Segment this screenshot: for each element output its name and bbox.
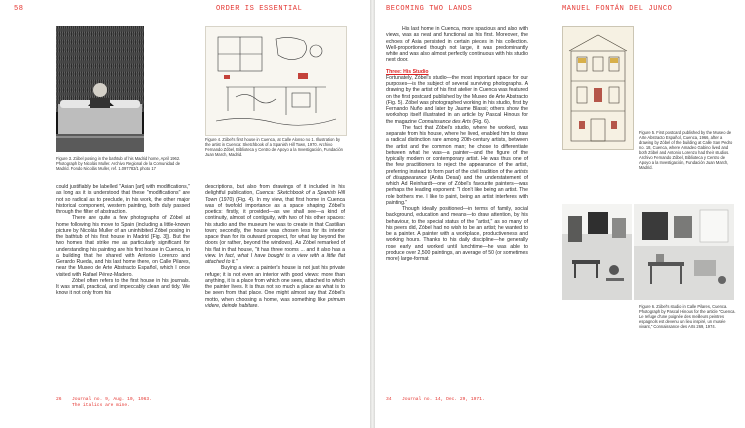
paragraph: His last home in Cuenca, more spacious and also with views, was as neat and functional as his first. Moreover, the echoes of Asia persisted in certain pieces in his collection. Well-proportioned though not large, it was predominantly white and was also almost perfectly continuous with his studio next door. xyxy=(386,26,528,64)
footnote-text: Journal no. 9, Aug. 10, 1963. The italics are mine. xyxy=(72,397,152,408)
figure-3-caption: Figure 3. Zóbel posing in the bathtub of his Madrid home, April 1962. Photograph by Nicolás Muller. Archivo Regional de la Comunidad de Madrid. Fondo Nicolás Muller, ref. 1.097783/1 photo 17 xyxy=(56,156,181,171)
paragraph: Fortunately, Zóbel's studio—the most important space for our purposes—is the subject of several surviving photographs. A drawing by the artist of his first atelier in Cuenca was featured on the first postcard published by the Museo de Arte Abstracto (Fig. 5). Zóbel was photographed working in his studio, first by Fernando Nuño and later by Jaume Blassi; others show the workshop itself illustrated in an article by Pascal Hinous for the magazine Connaissance des Arts (Fig. 6). xyxy=(386,74,528,125)
running-header: BECOMING TWO LANDS xyxy=(386,5,473,13)
figure-5-postcard xyxy=(562,26,634,150)
paragraph: Though ideally positioned—in terms of family, social background, education and means—to draw attention, by his behaviour, to the special status of the "artist," as so many of his peers did, Zóbel had no wish to be an artist; he wanted to be a painter. A painter with a workplace, productiveness and working hours. Thanks to his daily discipline—he generally rose early and worked until lunchtime—he was able to produce over 2,500 paintings, an average of 50 (or sometimes more) large-format xyxy=(386,206,528,262)
footnote-number: 34 xyxy=(386,397,392,402)
author-header: MANUEL FONTÁN DEL JUNCO xyxy=(562,5,673,13)
figure-4-drawing xyxy=(205,26,347,136)
figure-6-caption: Figure 6. Zóbel's studio in Calle Pilares, Cuenca. Photograph by Pascal Hinous for the article "Cuenca. Le refuge d'une poignée des meilleurs peintres espagnols est devenu un lieu inspiré, un musée vivant," Connaissance des Arts 269, 1974. xyxy=(639,304,736,329)
figure-5-caption: Figure 5. First postcard published by the Museo de Arte Abstracto Español, Cuenca, 1966, after a drawing by Zóbel of the building at Calle San Pedro no. 18, Cuenca, where Amadeo Gabino lived and both Zóbel and Antonio Lorenzo had their studios. Archivo Fernando Zóbel, Biblioteca y Centro de Apoyo a la Investigación, Fundación Juan March, Madrid. xyxy=(639,130,733,170)
body-column-1 xyxy=(56,184,190,297)
figure-6-photo-wide xyxy=(634,204,734,300)
figure-6-photo xyxy=(562,204,632,300)
paragraph: There are quite a few photographs of Zóbel at home following his move to Spain (including a little-known picture by Nicolás Muller of an uninhibited Zóbel posing in the bathtub of his first house in Madrid [Fig. 3]). But the two homes that strike me as particularly significant for understanding his painting are his first house in Cuenca, in a building that he shared with Antonio Lorenzo and Gerardo Rueda, and his last home there, on Calle Pilares, near the Museo de Arte Abstracto Español, which I once visited with Rafael Pérez-Madero. xyxy=(56,215,190,278)
body-column-3 xyxy=(386,26,528,262)
right-page xyxy=(375,0,745,428)
left-page xyxy=(0,0,370,428)
paragraph: The fact that Zóbel's studio, where he worked, was separate from his house, where he lived, enabled him to draw a radical distinction rare among 20th-century artists, between the artist and the common man; he chose to differentiate between what he was—a painter—and the figure of the typically modern or contemporary artist. He was thus one of the few practitioners to reject the appearance of the artist, preferring instead to form part of the civil tradition of the artists of disappearance (Anita Desai) and the understatement of which Ad Reinhardt—one of Zóbel's favourite painters—was perhaps the leading exponent: "I don't like being an artist. The role bothers me. I like to paint, being an artist interferes with painting." xyxy=(386,124,528,206)
body-column-2 xyxy=(205,184,345,309)
running-header: ORDER IS ESSENTIAL xyxy=(216,5,303,13)
figure-3-photo xyxy=(56,26,144,152)
page-number: 58 xyxy=(14,5,24,13)
footnote-text: Journal no. 14, Dec. 29, 1971. xyxy=(402,397,485,402)
footnote-number: 26 xyxy=(56,397,62,402)
paragraph: could justifiably be labelled "Asian [art] with modifications," as long as it is understood that these "modifications" are not so radical as to preclude, in his work, the other major historical component, western painting, both duly passed through the filter of abstraction. xyxy=(56,184,190,215)
paragraph: Zóbel often refers to the first house in his journals. It was small, practical, and impeccably clean and tidy. We know it not only from his xyxy=(56,277,190,297)
figure-4-caption: Figure 4. Zóbel's first house in Cuenca, at Calle Alonso no 1. Illustration by the artist in Cuenca: Sketchbook of a Spanish Hill Town, 1970. Archivo Fernando Zóbel, Biblioteca y Centro de Apoyo a la Investigación, Fundación Juan March, Madrid. xyxy=(205,137,343,157)
paragraph: Buying a view: a painter's house is not just his private refuge; it is not even an interior with good views: more than anything, it is a place from which one sees, attached to which the painter lives. It is thus not so much a place as what is to be seen from that place. One might almost say that Zóbel's motto, when choosing a home, was something like primum videre, deinde habitare. xyxy=(205,265,345,309)
subheading: Three: His Studio xyxy=(386,68,429,75)
paragraph: descriptions, but also from drawings of it included in his delightful publication, Cuenca: Sketchbook of a Spanish Hill Town (1970) (Fig. 4). In my view, that first home in Cuenca was of twofold importance as a space shaping Zóbel's poetics: firstly, it provided—as we shall see—a kind of continuity, almost of contiguity, with two of his other spaces: his studio and the museum he was to create in that Castilian town; secondly, the house was chosen less for its interior space than for its outward prospect, for what lay beyond the doors (or rather, beyond the windows). As Zóbel remarked of his flat in that house, "it has three rooms ... and it also has a view. In fact, what I have bought is a view with a little flat attached to it." xyxy=(205,184,345,265)
